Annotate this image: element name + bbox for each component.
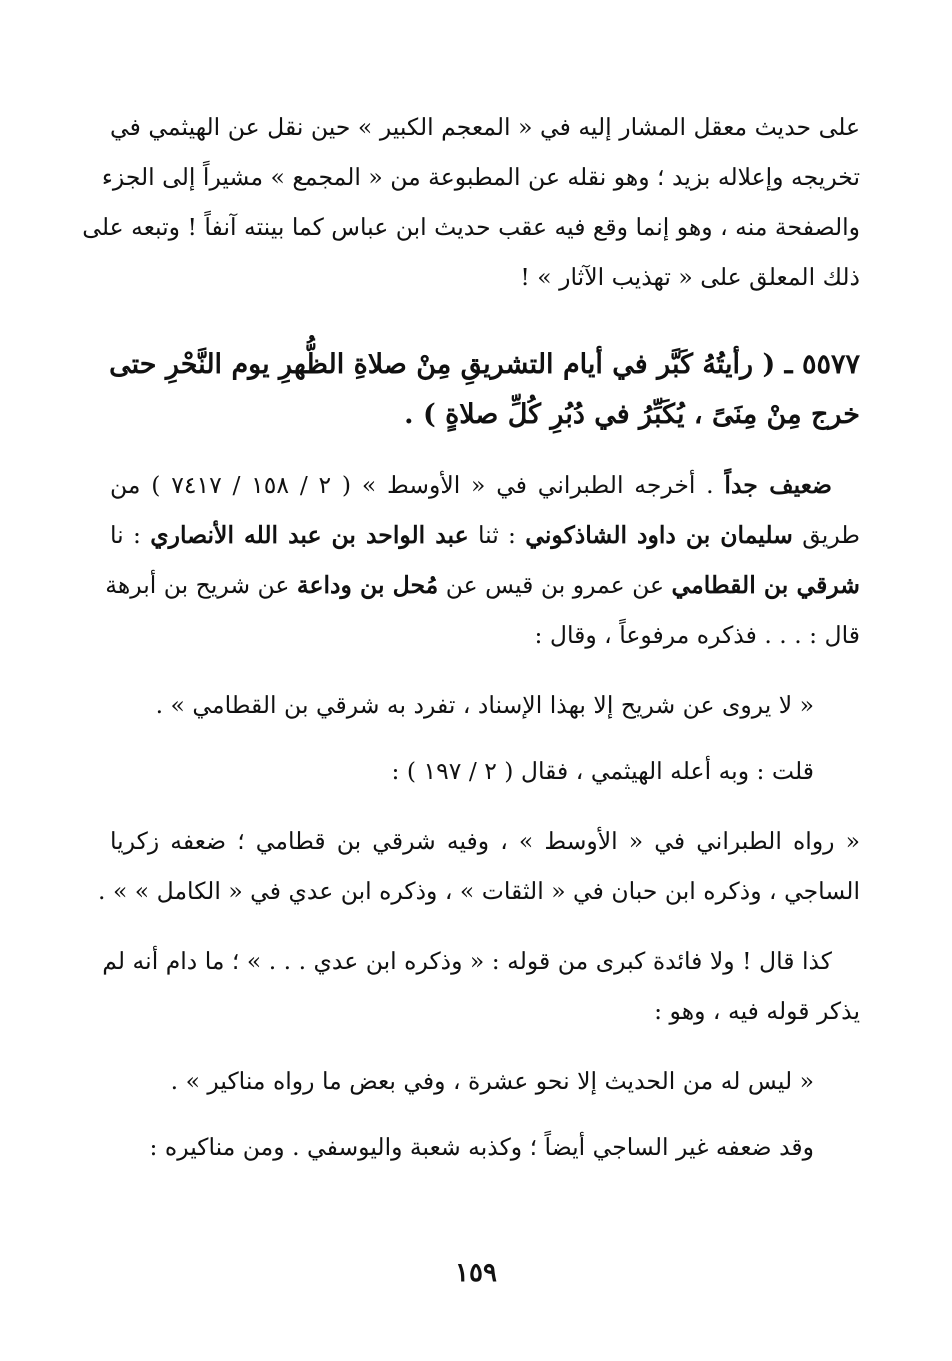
quote-line: « رواه الطبراني في « الأوسط » ، وفيه شرقي بن قطامي ؛ ضعفه زكريا	[110, 827, 860, 855]
narrator-name: سليمان بن داود الشاذكوني	[525, 521, 793, 549]
takhrij-paragraph	[105, 460, 860, 660]
text-line	[110, 510, 860, 560]
quote-tabarani	[110, 680, 814, 730]
text-span: عن شريح بن أبرهة	[105, 571, 290, 599]
narrator-name: عبد الواحد بن عبد الله الأنصاري	[150, 521, 469, 549]
text-line	[105, 560, 860, 610]
text-line: على حديث معقل المشار إليه في « المعجم الكبير » حين نقل عن الهيثمي في	[110, 113, 860, 141]
quote-ibn-adi	[110, 1056, 814, 1106]
quote-line: « ليس له من الحديث إلا نحو عشرة ، وفي بعض ما رواه مناكير » .	[170, 1067, 814, 1095]
text-span: عن عمرو بن قيس عن	[445, 571, 665, 599]
text-span: : نا	[110, 521, 141, 549]
closing-paragraph	[110, 1122, 814, 1172]
hadith-heading	[110, 340, 860, 440]
grading-label: ضعيف جداً	[724, 471, 833, 499]
page-number: ١٥٩	[455, 1258, 497, 1288]
quote-line: « لا يروى عن شريح إلا بهذا الإسناد ، تفرد به شرقي بن القطامي » .	[155, 691, 814, 719]
text-line: قلت : وبه أعله الهيثمي ، فقال ( ٢ / ١٩٧ ) :	[391, 757, 814, 785]
text-line: يذكر قوله فيه ، وهو :	[654, 997, 860, 1025]
text-line: ذلك المعلق على « تهذيب الآثار » !	[520, 263, 860, 291]
text-line: كذا قال ! ولا فائدة كبرى من قوله : « وذكره ابن عدي . . . » ؛ ما دام أنه لم	[102, 947, 832, 975]
quote-haythami	[98, 816, 860, 916]
comment-paragraph	[102, 936, 860, 1036]
text-span: : ثنا	[477, 521, 516, 549]
opening-paragraph	[82, 102, 860, 302]
hadith-line: ٥٥٧٧ ـ ( رأيتُهُ كَبَّر في أيام التشريقِ مِنْ صلاةِ الظُّهرِ يوم النَّحْرِ حتى	[109, 349, 860, 380]
haythami-intro	[110, 746, 814, 796]
text-line: تخريجه وإعلاله بزيد ؛ وهو نقله عن المطبوعة من « المجمع » مشيراً إلى الجزء	[101, 163, 860, 191]
text-span: طريق	[802, 521, 860, 549]
text-line: والصفحة منه ، وهو إنما وقع فيه عقب حديث ابن عباس كما بينته آنفاً ! وتبعه على	[82, 213, 860, 241]
text-line	[110, 460, 860, 510]
narrator-name: شرقي بن القطامي	[671, 571, 860, 599]
narrator-name: مُحل بن وداعة	[296, 571, 439, 599]
quote-line: الساجي ، وذكره ابن حبان في « الثقات » ، وذكره ابن عدي في « الكامل » » .	[98, 877, 860, 905]
text-line: قال : . . . فذكره مرفوعاً ، وقال :	[534, 621, 860, 649]
text-span: . أخرجه الطبراني في « الأوسط » ( ٢ / ١٥٨ / ٧٤١٧ ) من	[110, 471, 714, 499]
hadith-line: خرج مِنْ مِنَىً ، يُكَبِّرُ في دُبُرِ كُلِّ صلاةٍ ) .	[404, 399, 860, 430]
text-line: وقد ضعفه غير الساجي أيضاً ؛ وكذبه شعبة واليوسفي . ومن مناكيره :	[149, 1133, 814, 1161]
